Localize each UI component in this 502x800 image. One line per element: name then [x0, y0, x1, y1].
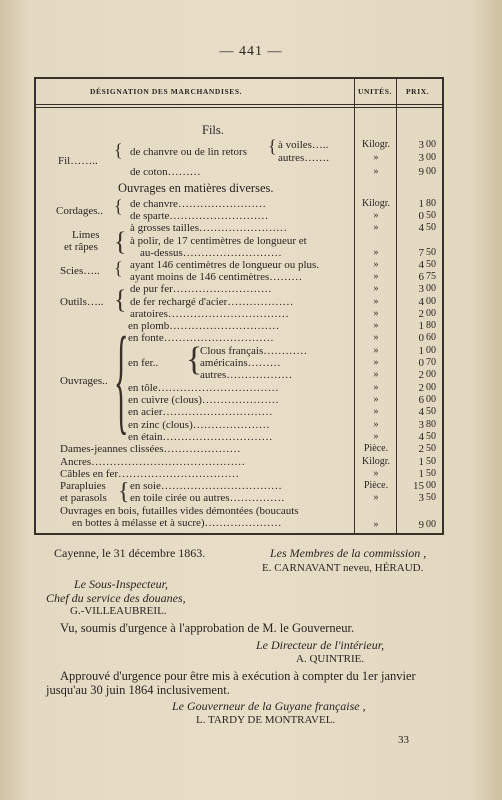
page-number: — 441 — [219, 44, 283, 59]
row-label: autres……………… [200, 369, 293, 381]
footer-sous-inspecteur-2: Chef du service des douanes, [46, 591, 186, 605]
footer-approuve-2: jusqu'au 30 juin 1864 inclusivement. [46, 683, 230, 697]
en-fer-label: en fer.. [128, 357, 159, 369]
footer-gouverneur-name: L. TARDY DE MONTRAVEL. [196, 714, 336, 726]
group-parasols: et parasols [60, 492, 107, 504]
row-label: américains……… [200, 357, 281, 369]
row-label: en tôle…………………………… [128, 382, 279, 394]
group-rapes: et râpes [64, 241, 98, 253]
row-label: au-dessus……………………… [140, 247, 282, 259]
row-label: en toile cirée ou autres…………… [130, 492, 285, 504]
row-label: en zinc (clous)………………… [128, 419, 270, 431]
footer-vu: Vu, soumis d'urgence à l'approbation de M. le Gouverneur. [60, 621, 355, 635]
group-ouvrages: Ouvrages.. [60, 375, 108, 387]
row-label: de chanvre ou de lin retors [130, 146, 247, 158]
row-label: à grosses tailles…………………… [130, 222, 288, 234]
footer-sous-inspecteur-1: Le Sous-Inspecteur, [74, 577, 168, 591]
footer-commission: Les Membres de la commission , [270, 546, 427, 560]
footer-date: Cayenne, le 31 décembre 1863. [54, 546, 206, 560]
signature-mark: 33 [398, 734, 409, 746]
row-label: Clous français………… [200, 345, 308, 357]
footer-approuve-1: Approuvé d'urgence pour être mis à exécution à compter du 1er janvier [60, 669, 416, 683]
row-label: de fer rechargé d'acier……………… [130, 296, 294, 308]
row-label: en plomb………………………… [128, 320, 280, 332]
header-designation: DÉSIGNATION DES MARCHANDISES. [90, 87, 243, 96]
footer-sous-inspecteur-name: G.-VILLEAUBREIL. [70, 605, 167, 617]
row-label: de coton……… [130, 166, 201, 178]
section-ouvrages: Ouvrages en matières diverses. [118, 181, 274, 195]
row-label: ayant 146 centimètres de longueur ou plus. [130, 259, 320, 271]
row-label: en fonte………………………… [128, 332, 274, 344]
row-label: en soie…………………………… [130, 480, 282, 492]
group-scies: Scies….. [60, 265, 100, 277]
group-outils: Outils….. [60, 296, 104, 308]
footer-directeur-name: A. QUINTRIE. [296, 653, 365, 665]
row-label: en cuivre (clous)………………… [128, 394, 279, 406]
footer-directeur: Le Directeur de l'intérieur, [256, 638, 385, 652]
row-label: de pur fer……………………… [130, 283, 272, 295]
row-label: à polir, de 17 centimètres de longueur et [130, 235, 307, 247]
row-label: Ancres…………………………………… [60, 456, 246, 468]
row-label: Câbles en fer…………………………… [60, 468, 240, 480]
footer-commission-names: E. CARNAVANT neveu, HÉRAUD. [262, 562, 424, 574]
row-label: à voiles….. [278, 139, 329, 151]
row-label: en bottes à mélasse et à sucre)………………… [72, 517, 282, 529]
row-label: aratoires…………………………… [130, 308, 289, 320]
group-fil: Fil…….. [58, 155, 98, 167]
header-units: UNITÉS. [358, 87, 393, 96]
row-label: en étain………………………… [128, 431, 273, 443]
row-label: en acier………………………… [128, 406, 273, 418]
row-label: autres……. [278, 152, 330, 164]
group-parapluies: Parapluies [60, 480, 106, 492]
header-price: PRIX. [406, 87, 430, 96]
tariff-table: DÉSIGNATION DES MARCHANDISES. UNITÉS. PRIX. Fils. Fil…….. { de chanvre ou de lin retors { à voiles….. Kilogr. 3 00 autres……. » 3 00 de coton……… » 9 00 Ouvrages en matières diverses. Cordages.. { de chanvre…………………… Kilogr. 1 80 de sparte……………………… » 0 50 Limes et râpes { à grosses tailles…………………… » 4 50 à polir, de 17 centimètres de longueur et au-dessus……………………… » 7 50 Scies….. { ayant 146 centimètres de longueur ou plus. » 4 50 ayant moins de 146 centimètres……… » 6 75 Outils….. { de pur fer……………………… » 3 00 de fer rechargé d'acier……………… » 4 00 aratoires…………………………… » 2 00 Ouvrages.. { en plomb………………………… » 1 80 en fonte………………………… » 0 60 en fer.. { Clous français………… » 1 00 américains……… » 0 70 autres……………… » 2 00 en tôle…………………………… » 2 00 en cuivre (clous)………………… » 6 00 en acier………………………… » 4 50 en zinc (clous)………………… » 3 80 en étain………………………… » 4 50 Dames-jeannes clissées………………… Pièce. 2 50 Ancres…………………………………… Kilogr. 1 50 Câbles en fer…………………………… » 1 50 Parapluies et parasols { en soie…………………………… Pièce. 15 00 en toile cirée ou autres…………… » 3 50 Ouvrages en bois, futailles vides démontées (boucauts en bottes à mélasse et à sucre)………………… » 9 00 [34, 77, 444, 535]
row-label: de chanvre…………………… [130, 198, 266, 210]
row-label: Ouvrages en bois, futailles vides démontées (boucauts [60, 505, 299, 517]
group-limes: Limes [72, 229, 100, 241]
group-cordages: Cordages.. [56, 205, 104, 217]
footer-gouverneur: Le Gouverneur de la Guyane française , [172, 699, 366, 713]
row-label: ayant moins de 146 centimètres……… [130, 271, 303, 283]
section-fils: Fils. [202, 123, 224, 137]
row-label: Dames-jeannes clissées………………… [60, 443, 241, 455]
row-label: de sparte……………………… [130, 210, 269, 222]
